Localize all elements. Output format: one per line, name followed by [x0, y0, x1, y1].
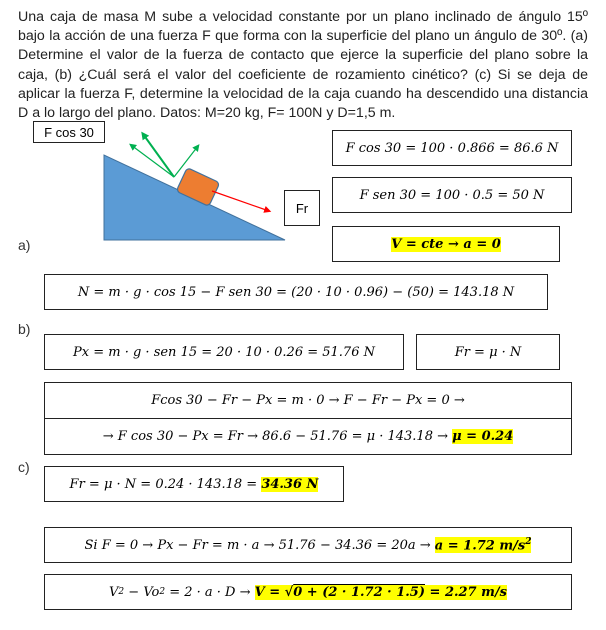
vel-v-exp: 2 [118, 587, 125, 597]
accel-exponent: 2 [525, 536, 532, 547]
fr-label-box: Fr [284, 190, 320, 226]
accel-prefix: Si F = 0 → Px − Fr = m · a → 51.76 − 34.36 = 20a → [84, 537, 435, 553]
equation-balance-table [44, 382, 572, 455]
vel-rest: = 2 · a · D → [165, 584, 255, 600]
highlight-velocity-result [255, 585, 507, 600]
friction-arrow [212, 191, 269, 211]
equation-fcos: F cos 30 = 100 · 0.866 = 86.6 N [332, 130, 572, 166]
equation-fsen: F sen 30 = 100 · 0.5 = 50 N [332, 177, 572, 213]
highlight-accel-result [435, 537, 532, 553]
highlight-vcte: V = cte → a = 0 [391, 236, 501, 252]
highlight-mu-result: μ = 0.24 [452, 429, 514, 444]
force-arrow-thick [143, 134, 174, 177]
equation-balance-row-1: Fcos 30 − Fr − Px = m · 0 → F − Fr − Px = 0 → [151, 393, 465, 408]
equation-normal-force: N = m · g · cos 15 − F sen 30 = (20 · 10 · 0.96) − (50) = 143.18 N [44, 274, 548, 310]
vel-vo: − Vo [124, 584, 160, 600]
vel-v: V [109, 584, 119, 600]
problem-statement: Una caja de masa M sube a velocidad constante por un plano inclinado de ángulo 15º bajo la acción de una fuerza F que forma con la superficie del plano un ángulo de 30º. (a) Determine el valor de la fuerza de contacto que ejerce la superficie del plano sobre la caja, (b) ¿Cuál será el valor del coeficiente de rozamiento cinético? (c) Si se deja de aplicar la fuerza F, determine la velocidad de la caja cuando ha descendido una distancia D a lo largo del plano. Datos: M=20 kg, F= 100N y D=1,5 m. [18, 9, 588, 122]
vel-result-radicand: 0 + (2 · 1.72 · 1.5) [293, 584, 425, 600]
fcos-label-box: F cos 30 [33, 121, 105, 143]
equation-fr-value [44, 466, 344, 502]
equation-acceleration [44, 527, 572, 563]
equation-velocity [44, 574, 572, 610]
section-label-b: b) [18, 321, 31, 337]
equation-px: Px = m · g · sen 15 = 20 · 10 · 0.26 = 51.76 N [44, 334, 404, 370]
equation-balance-row-2 [45, 418, 571, 454]
highlight-fr-result: 34.36 N [261, 476, 319, 492]
fr-value-prefix: Fr = μ · N = 0.24 · 143.18 = [69, 476, 262, 492]
vel-vo-exp: 2 [159, 587, 166, 597]
section-label-c: c) [18, 459, 30, 475]
balance-2-prefix: → F cos 30 − Px = Fr → 86.6 − 51.76 = μ · 143.18 → [102, 429, 453, 444]
vel-result-a: V = √ [254, 584, 294, 600]
equation-velocity-constant [332, 226, 560, 262]
vel-result-c: = 2.27 m/s [425, 584, 507, 600]
equation-fr-mu: Fr = μ · N [416, 334, 560, 370]
section-label-a: a) [18, 237, 31, 253]
accel-result-text: a = 1.72 m/s [434, 538, 526, 554]
